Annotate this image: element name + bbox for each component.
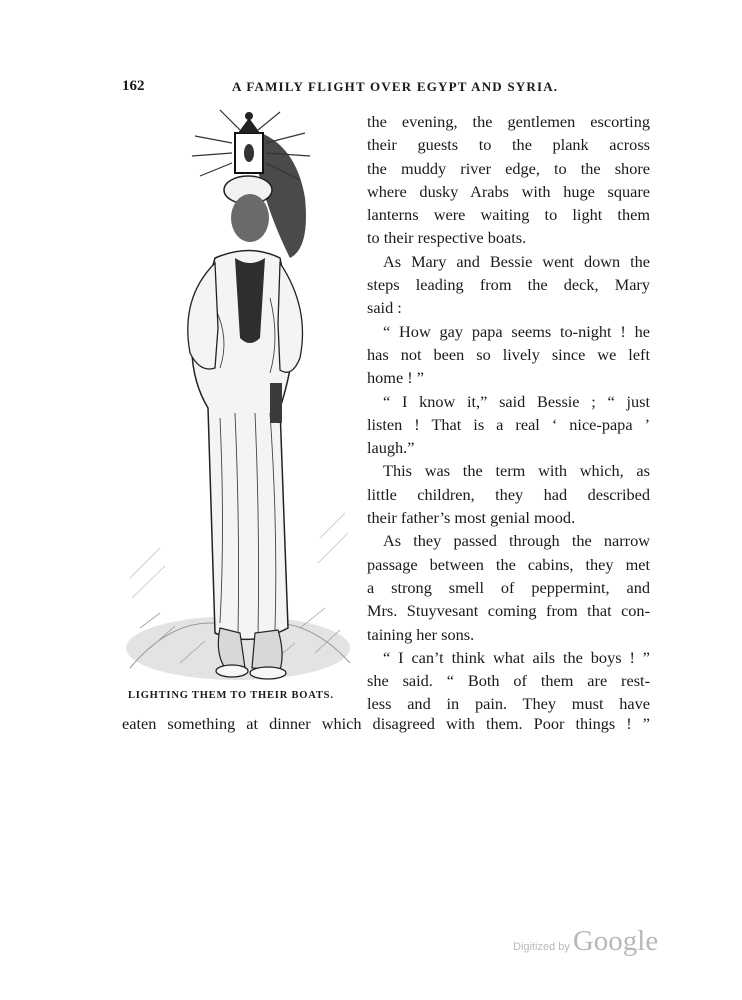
page-number: 162 xyxy=(122,78,145,94)
text-line: home ! ” xyxy=(367,368,424,388)
running-head: A FAMILY FLIGHT OVER EGYPT AND SYRIA. xyxy=(232,79,559,94)
illustration-figure xyxy=(120,108,355,690)
text-line: “ I can’t think what ails the boys ! ” xyxy=(383,647,650,667)
page-header xyxy=(122,78,662,98)
text-line: where dusky Arabs with huge square xyxy=(367,181,650,201)
text-line: their father’s most genial mood. xyxy=(367,508,576,528)
text-line: passage between the cabins, they met xyxy=(367,554,650,574)
text-line: the evening, the gentlemen escorting xyxy=(367,112,650,131)
illustration-caption: LIGHTING THEM TO THEIR BOATS. xyxy=(128,690,334,701)
text-line: the muddy river edge, to the shore xyxy=(367,158,650,178)
text-line: their guests to the plank across xyxy=(367,135,650,155)
text-line: she said. “ Both of them are rest- xyxy=(367,671,650,691)
text-line: little children, they had described xyxy=(367,484,650,504)
text-line: lanterns were waiting to light them xyxy=(367,205,650,225)
text-line: This was the term with which, as xyxy=(383,461,650,481)
text-line: has not been so lively since we left xyxy=(367,344,650,364)
lantern-bearer-illustration xyxy=(120,108,355,690)
text-line: “ I know it,” said Bessie ; “ just xyxy=(383,391,650,411)
digitized-watermark xyxy=(513,925,658,958)
text-line: “ How gay papa seems to-night ! he xyxy=(383,321,650,341)
body-text-column xyxy=(367,110,650,716)
watermark-prefix: Digitized by xyxy=(513,941,570,953)
text-line: said : xyxy=(367,298,402,318)
final-text-line: eaten something at dinner which disagreed with them. Poor things ! ” xyxy=(122,714,650,733)
text-line: As they passed through the narrow xyxy=(383,531,650,551)
text-line: a strong smell of peppermint, and xyxy=(367,577,650,597)
text-line: Mrs. Stuyvesant coming from that con- xyxy=(367,601,650,621)
text-line: laugh.” xyxy=(367,438,415,458)
text-line: to their respective boats. xyxy=(367,228,527,248)
text-line: As Mary and Bessie went down the xyxy=(383,251,650,271)
text-line: less and in pain. They must have xyxy=(367,694,650,714)
text-line: taining her sons. xyxy=(367,624,475,644)
text-line: steps leading from the deck, Mary xyxy=(367,275,650,295)
watermark-logo: Google xyxy=(572,925,659,957)
text-line: listen ! That is a real ‘ nice-papa ’ xyxy=(367,414,650,434)
